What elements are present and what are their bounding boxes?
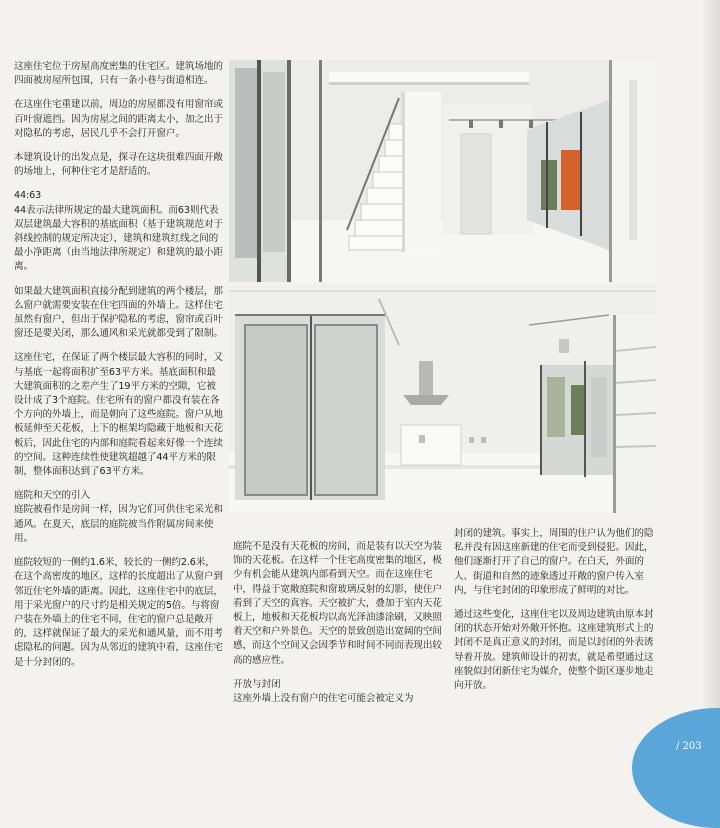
paragraph: 通过这些变化，这座住宅以及周边建筑由原本封闭的状态开始对外敞开怀抱。这座建筑形式上的封闭不是真正意义的封闭，而是以封闭的外表诱导着开放。建筑师设计的初衷，就是希望通过这座貌似封闭新住宅为媒介，使整个街区逐步地走向开放。 (454, 609, 654, 692)
section-heading: 44:63 (14, 190, 42, 202)
paragraph: 封闭的建筑。事实上，周围的住户认为他们的隐私并没有因这座新建的住宅而受到侵犯。因此，他们逐渐打开了自己的窗户。在白天，外面的人、街道和自然的迹象透过开敞的窗户传入室内，与住宅封闭的印象形成了鲜明的对比。 (454, 528, 654, 596)
interior-stair-photo (229, 60, 656, 282)
paragraph: 庭院较短的一侧约1.6米，较长的一侧约2.6米，在这个高密度的地区，这样的长度超出了从窗户到邻近住宅外墙的距离。因此，这座住宅中的底层，用于采光窗户的尺寸约是相关规定的5倍。与将窗户装在外墙上的住宅不同，住宅的窗户总是敞开的，这样就保证了最大的采光和通风量，而不用考虑隐私的问题。因为从邻近的建筑中看，这座住宅是十分封闭的。 (14, 557, 223, 668)
paragraph: 这座住宅位于房屋高度密集的住宅区。建筑场地的四面被房屋所包围，只有一条小巷与街道相连。 (14, 61, 223, 87)
paragraph: 44表示法律所规定的最大建筑面积。而63则代表双层建筑最大容积的基底面积（基于建筑规范对于斜线控制的规定所决定），建筑和建筑红线之间的最小净距离（由当地法律所规定）和建筑的最小距离。 (14, 204, 223, 273)
paragraph: 这座外墙上没有窗户的住宅可能会被定义为 (233, 693, 414, 705)
interior-living-photo (229, 285, 656, 513)
paragraph: 这座住宅，在保证了两个楼层最大容积的同时，又与基底一起将面积扩至63平方米。基底面积和最大建筑面积的之差产生了19平方米的空隙，它被设计成了3个庭院。住宅所有的窗户都没有装在各个方向的外墙上，而是朝向了这些庭院。窗户从地板延伸至天花板，上下的框架均隐藏于地板和天花板后，因此住宅的内部和庭院看起来好像一个连续的空间。这种连续性使建筑超越了44平方米的限制，整体面积达到了63平方米。 (14, 352, 223, 478)
right-text-column (454, 527, 662, 703)
section-heading: 庭院和天空的引入 (14, 490, 90, 502)
page-number: / 203 (676, 741, 702, 752)
middle-text-column (233, 540, 443, 716)
page-number-badge (632, 708, 720, 828)
paragraph: 在这座住宅重建以前，周边的房屋都没有用窗帘或百叶窗遮挡。因为房屋之间的距离太小，加之出于对隐私的考虑，居民几乎不会打开窗户。 (14, 99, 223, 139)
paragraph: 如果最大建筑面积直接分配到建筑的两个楼层，那么窗户就需要安装在住宅四面的外墙上。这样住宅虽然有窗户，但出于保护隐私的考虑，窗帘或百叶窗还是要关闭，那么通风和采光就都受到了限制。 (14, 285, 223, 340)
paragraph: 庭院被看作是房间一样，因为它们可供住宅采光和通风。在夏天，底层的庭院被当作附属房间来使用。 (14, 504, 223, 544)
section-heading: 开放与封闭 (233, 678, 281, 690)
paragraph: 庭院不是没有天花板的房间，而是装有以天空为装饰的天花板。在这样一个住宅高度密集的地区，极少有机会能从建筑内部看到天空。而在这座住宅中，得益于宽敞庭院和窗玻璃反射的幻影，使住户看到了天空的真容。天空被扩大，叠加于室内天花板上，地板和天花板均以高光泽油漆涂刷，又映照着天空和户外景色。天空的景致创造出宽阔的空间感，而这个空间又会因季节和时间不同而表现出较高的感应性。 (233, 541, 442, 666)
paragraph: 本建筑设计的出发点是，探寻在这块很难四面开敞的场地上，何种住宅才是舒适的。 (14, 152, 223, 178)
page-gutter-shadow (702, 0, 720, 762)
left-text-column (14, 60, 224, 680)
